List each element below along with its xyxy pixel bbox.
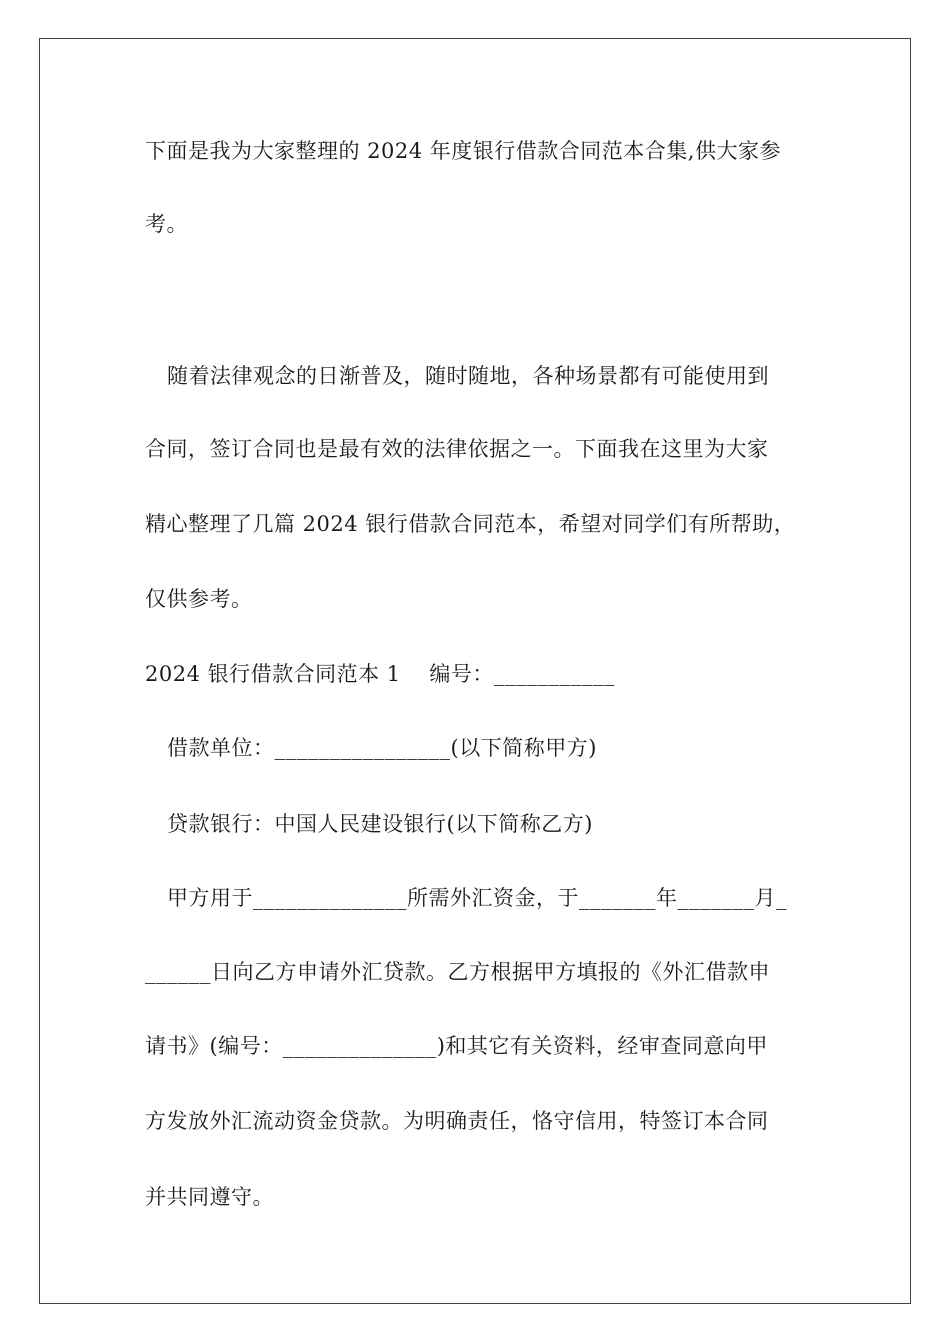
paragraph-line-1: 随着法律观念的日渐普及，随时随地，各种场景都有可能使用到	[167, 364, 769, 388]
body-line-1: 甲方用于______________所需外汇资金，于_______年_______月_	[167, 886, 787, 910]
paragraph-line-4: 仅供参考。	[145, 587, 253, 611]
body-line-4: 方发放外汇流动资金贷款。为明确责任，恪守信用，特签订本合同	[145, 1109, 769, 1133]
contract-title-line: 2024 银行借款合同范本 1 编号：___________	[145, 662, 615, 686]
body-line-5: 并共同遵守。	[145, 1185, 274, 1209]
paragraph-line-3: 精心整理了几篇 2024 银行借款合同范本，希望对同学们有所帮助，	[145, 512, 796, 536]
borrower-line: 借款单位：________________(以下简称甲方)	[167, 736, 597, 760]
lender-bank-line: 贷款银行：中国人民建设银行(以下简称乙方)	[167, 812, 593, 836]
paragraph-line-2: 合同，签订合同也是最有效的法律依据之一。下面我在这里为大家	[145, 437, 769, 461]
body-line-2: ______日向乙方申请外汇贷款。乙方根据甲方填报的《外汇借款申	[145, 960, 770, 984]
intro-line-1: 下面是我为大家整理的 2024 年度银行借款合同范本合集,供大家参	[145, 139, 781, 163]
body-line-3: 请书》(编号：______________)和其它有关资料，经审查同意向甲	[145, 1034, 768, 1058]
intro-line-2: 考。	[145, 212, 188, 236]
